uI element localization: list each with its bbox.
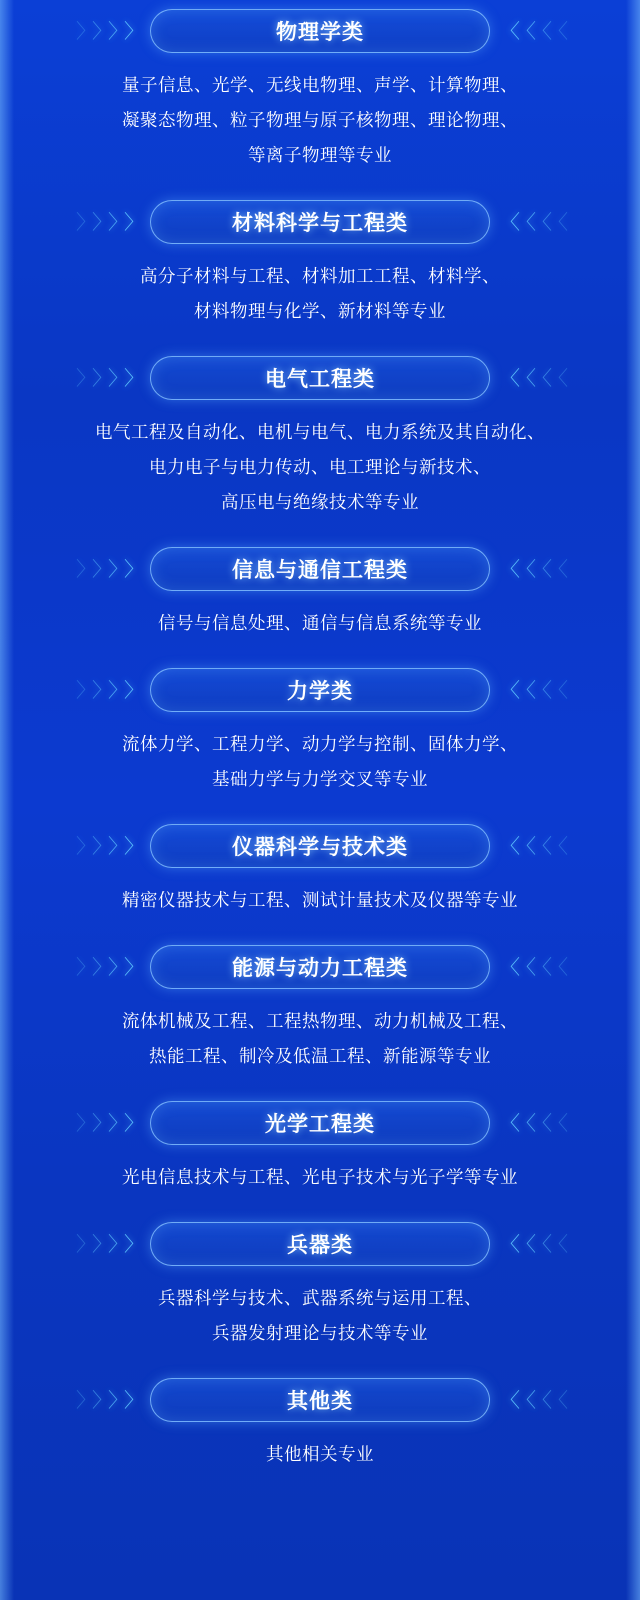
chevron-left-icon-right-group: 〈 〈 〈 〈 (500, 210, 564, 234)
chevron-right-icon-left-group: 〉 〉 〉 〉 (76, 1388, 140, 1412)
chevron-left-icon-right-group: 〈 〈 〈 〈 (500, 678, 564, 702)
category-title-pill[interactable] (150, 945, 490, 989)
category-title-label: 材料科学与工程类 (232, 212, 408, 235)
category-section (0, 1377, 640, 1472)
category-section (0, 199, 640, 329)
category-title-pill[interactable] (150, 1378, 490, 1422)
chevron-right-icon-left-group: 〉 〉 〉 〉 (76, 1111, 140, 1135)
category-description-line: 兵器发射理论与技术等专业 (212, 1323, 428, 1343)
category-title-row (10, 1377, 630, 1423)
category-title-pill[interactable] (150, 356, 490, 400)
category-description (40, 259, 600, 329)
chevron-right-icon-left-group: 〉 〉 〉 〉 (76, 19, 140, 43)
category-description-line: 电力电子与电力传动、电工理论与新技术、 (149, 457, 491, 477)
category-title-pill[interactable] (150, 668, 490, 712)
category-title-label: 力学类 (287, 680, 353, 703)
category-title-row (10, 1221, 630, 1267)
category-title-row (10, 944, 630, 990)
category-description (40, 606, 600, 641)
chevron-left-icon-right-group: 〈 〈 〈 〈 (500, 366, 564, 390)
category-title-pill[interactable] (150, 200, 490, 244)
category-title-pill[interactable] (150, 824, 490, 868)
category-description-line: 材料物理与化学、新材料等专业 (194, 301, 446, 321)
category-description-line: 电气工程及自动化、电机与电气、电力系统及其自动化、 (95, 422, 545, 442)
category-title-label: 物理学类 (276, 21, 364, 44)
chevron-left-icon-right-group: 〈 〈 〈 〈 (500, 19, 564, 43)
category-description-line: 等离子物理等专业 (248, 145, 392, 165)
category-description-line: 凝聚态物理、粒子物理与原子核物理、理论物理、 (122, 110, 518, 130)
category-section (0, 1221, 640, 1351)
chevron-left-icon-right-group: 〈 〈 〈 〈 (500, 1388, 564, 1412)
chevron-left-icon-right-group: 〈 〈 〈 〈 (500, 1232, 564, 1256)
chevron-left-icon-right-group: 〈 〈 〈 〈 (500, 557, 564, 581)
chevron-right-icon-left-group: 〉 〉 〉 〉 (76, 210, 140, 234)
category-description (40, 727, 600, 797)
category-description-line: 兵器科学与技术、武器系统与运用工程、 (158, 1288, 482, 1308)
category-description (40, 415, 600, 520)
category-description-line: 其他相关专业 (266, 1444, 374, 1464)
chevron-right-icon-left-group: 〉 〉 〉 〉 (76, 678, 140, 702)
category-section (0, 944, 640, 1074)
category-title-label: 信息与通信工程类 (232, 559, 408, 582)
category-title-label: 光学工程类 (265, 1113, 375, 1136)
category-description (40, 1160, 600, 1195)
category-title-label: 能源与动力工程类 (232, 957, 408, 980)
category-title-pill[interactable] (150, 547, 490, 591)
category-title-pill[interactable] (150, 1101, 490, 1145)
chevron-right-icon-left-group: 〉 〉 〉 〉 (76, 557, 140, 581)
category-section (0, 8, 640, 173)
category-title-row (10, 546, 630, 592)
category-title-label: 电气工程类 (265, 368, 375, 391)
category-description (40, 1281, 600, 1351)
category-description-line: 光电信息技术与工程、光电子技术与光子学等专业 (122, 1167, 518, 1187)
category-title-row (10, 1100, 630, 1146)
category-description-line: 高压电与绝缘技术等专业 (221, 492, 419, 512)
category-title-row (10, 355, 630, 401)
category-title-row (10, 199, 630, 245)
category-description (40, 1437, 600, 1472)
category-description-line: 信号与信息处理、通信与信息系统等专业 (158, 613, 482, 633)
category-title-pill[interactable] (150, 1222, 490, 1266)
category-title-label: 兵器类 (287, 1234, 353, 1257)
category-section (0, 667, 640, 797)
category-description-line: 量子信息、光学、无线电物理、声学、计算物理、 (122, 75, 518, 95)
chevron-right-icon-left-group: 〉 〉 〉 〉 (76, 1232, 140, 1256)
category-section (0, 823, 640, 918)
category-section (0, 1100, 640, 1195)
chevron-right-icon-left-group: 〉 〉 〉 〉 (76, 834, 140, 858)
category-description (40, 68, 600, 173)
category-description-line: 高分子材料与工程、材料加工工程、材料学、 (140, 266, 500, 286)
category-description-line: 流体力学、工程力学、动力学与控制、固体力学、 (122, 734, 518, 754)
category-title-label: 仪器科学与技术类 (232, 836, 408, 859)
category-description-line: 精密仪器技术与工程、测试计量技术及仪器等专业 (122, 890, 518, 910)
category-description (40, 1004, 600, 1074)
category-title-pill[interactable] (150, 9, 490, 53)
chevron-left-icon-right-group: 〈 〈 〈 〈 (500, 955, 564, 979)
chevron-right-icon-left-group: 〉 〉 〉 〉 (76, 955, 140, 979)
category-description-line: 基础力学与力学交叉等专业 (212, 769, 428, 789)
category-title-label: 其他类 (287, 1390, 353, 1413)
chevron-left-icon-right-group: 〈 〈 〈 〈 (500, 834, 564, 858)
category-description (40, 883, 600, 918)
category-section (0, 355, 640, 520)
category-title-row (10, 8, 630, 54)
category-description-line: 热能工程、制冷及低温工程、新能源等专业 (149, 1046, 491, 1066)
category-description-line: 流体机械及工程、工程热物理、动力机械及工程、 (122, 1011, 518, 1031)
category-section (0, 546, 640, 641)
chevron-left-icon-right-group: 〈 〈 〈 〈 (500, 1111, 564, 1135)
category-title-row (10, 823, 630, 869)
category-title-row (10, 667, 630, 713)
chevron-right-icon-left-group: 〉 〉 〉 〉 (76, 366, 140, 390)
